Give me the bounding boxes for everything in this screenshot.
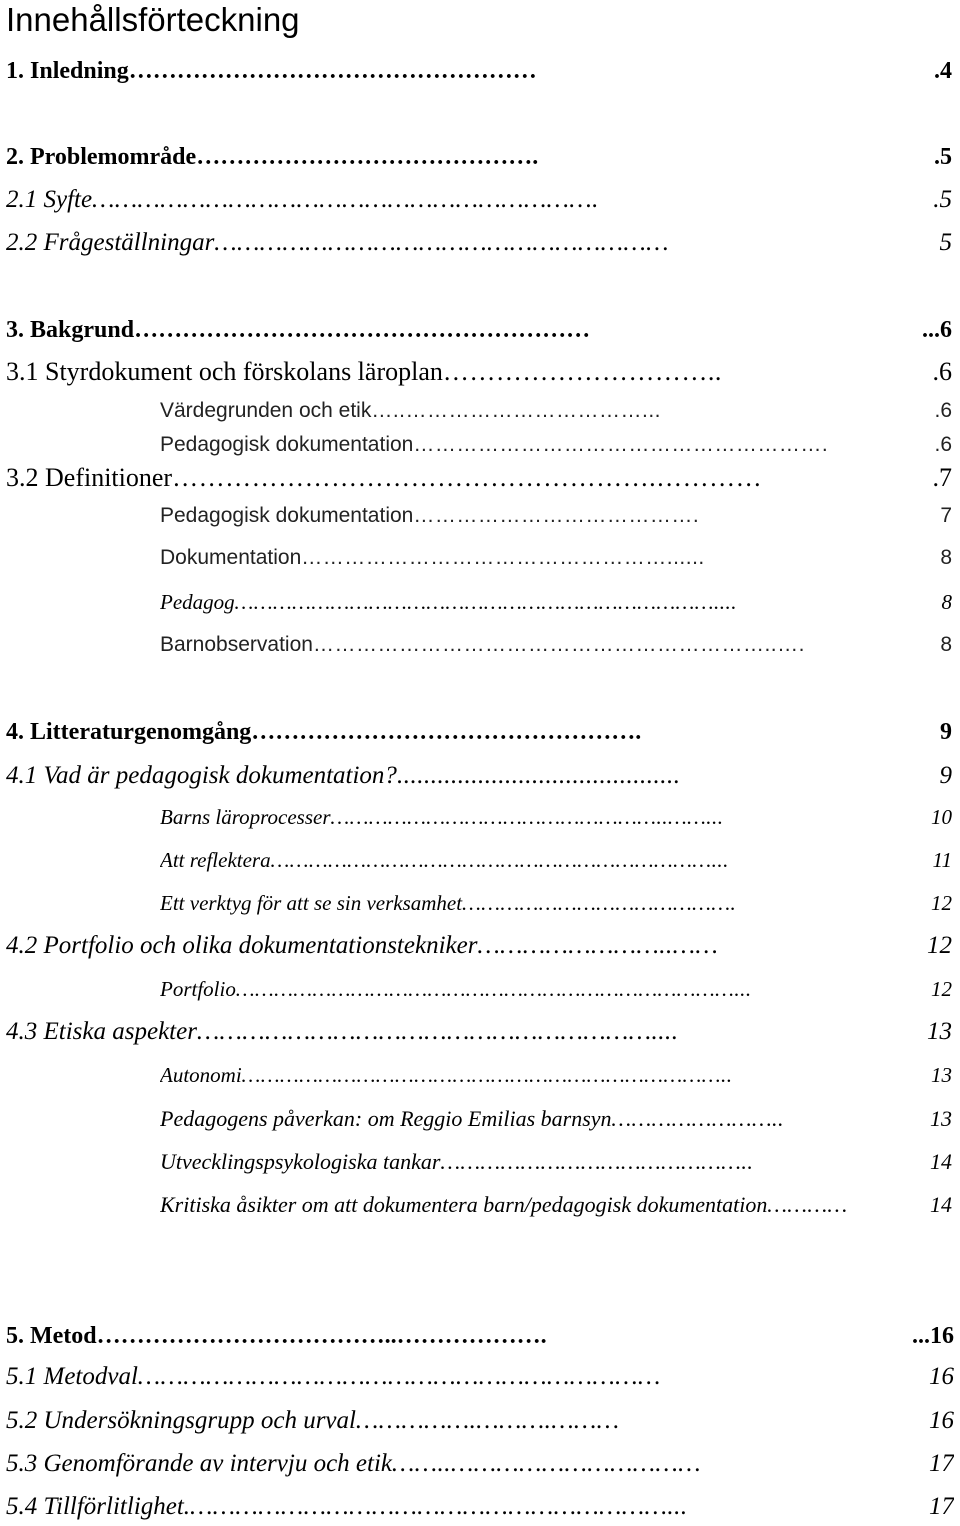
toc-entry[interactable] (6, 1445, 954, 1483)
toc-entry-page: 11 (933, 843, 952, 877)
toc-entry-page: 8 (940, 541, 952, 575)
toc-entry-leader: .......................................... (396, 762, 681, 789)
toc-entry[interactable] (6, 459, 952, 497)
toc-entry-leader: …………………………………………… (128, 58, 537, 84)
toc-entry-page: 13 (927, 1013, 952, 1051)
toc-entry-leader: ………………………………………………………………….. (241, 1063, 733, 1087)
toc-entry[interactable] (6, 1317, 954, 1355)
toc-entry-page: 12 (927, 927, 952, 965)
toc-entry-page: .4 (934, 52, 952, 90)
toc-entry-title: Autonomi (160, 1063, 242, 1087)
toc-entry-leader: …………………………………………………………. (92, 186, 599, 213)
toc-entry[interactable] (160, 428, 952, 462)
toc-entry-leader: …………………………………………………. (413, 433, 829, 456)
toc-entry-title: Pedagogisk dokumentation (160, 504, 414, 527)
toc-entry-leader: …………………………………………………………… (137, 1363, 661, 1390)
toc-entry-page: .6 (934, 394, 952, 428)
toc-entry[interactable] (6, 713, 952, 751)
toc-entry-leader: …………………………………………. (251, 719, 642, 745)
toc-entry-leader: ……..…………………………… (392, 1450, 701, 1477)
toc-entry[interactable] (160, 886, 952, 920)
toc-entry-title: Pedagogens påverkan: om Reggio Emilias barnsyn (160, 1106, 612, 1131)
toc-entry-page: 8 (942, 585, 953, 619)
toc-entry-page: .6 (933, 353, 953, 391)
toc-entry-page: 9 (940, 713, 952, 751)
toc-entry-page: ...16 (912, 1317, 954, 1355)
toc-entry-title: Pedagog (160, 590, 235, 614)
toc-entry-page: .6 (934, 428, 952, 462)
toc-entry-title: Att reflektera (160, 848, 271, 872)
toc-entry-page: 12 (931, 886, 952, 920)
toc-entry-page: 7 (940, 499, 952, 533)
toc-entry-title: 5.3 Genomförande av intervju och etik (6, 1450, 393, 1477)
toc-entry[interactable] (160, 972, 952, 1006)
toc-entry-title: 2.2 Frågeställningar (6, 229, 215, 256)
toc-entry[interactable] (6, 224, 952, 262)
toc-entry[interactable] (160, 585, 952, 619)
toc-entry-leader: …………………………………. (413, 504, 700, 527)
toc-entry-title: 5.2 Undersökningsgrupp och urval (6, 1407, 356, 1434)
toc-entry[interactable] (6, 181, 952, 219)
toc-entry-page: 10 (931, 800, 952, 834)
toc-entry-page: 12 (931, 972, 952, 1006)
toc-entry-title: Ett verktyg för att se sin verksamhet (160, 891, 463, 915)
toc-entry-leader: ……………………………………………………………... (270, 848, 729, 872)
toc-entry-leader: ……………………………………….. (440, 1149, 754, 1174)
toc-entry-title: 1. Inledning (6, 58, 129, 84)
toc-entry-page: .7 (933, 459, 953, 497)
toc-entry-leader: ……………………………………………..……... (330, 805, 724, 829)
toc-entry-page: 13 (931, 1058, 952, 1092)
toc-entry-title: Kritiska åsikter om att dokumentera barn/pedagogisk dokumentation (160, 1192, 768, 1217)
toc-entry-page: 14 (930, 1187, 952, 1223)
toc-entry[interactable] (160, 1187, 952, 1223)
toc-entry-page: .5 (934, 138, 952, 176)
toc-entry-title: 4.1 Vad är pedagogisk dokumentation? (6, 762, 397, 789)
toc-entry[interactable] (6, 52, 952, 90)
toc-entry[interactable] (160, 1144, 952, 1180)
toc-entry-page: 16 (929, 1402, 954, 1440)
toc-entry[interactable] (6, 757, 952, 795)
toc-entry-page: 9 (940, 757, 953, 795)
toc-entry-leader: …………………………………………………… (214, 229, 669, 256)
toc-entry-leader: ……………………..…… (477, 932, 719, 959)
toc-entry-leader: …………………………………………………….... (196, 1018, 679, 1045)
toc-entry-title: Barns läroprocesser (160, 805, 331, 829)
toc-entry-leader: ………………………….. (442, 357, 722, 386)
toc-entry-page: 14 (930, 1144, 952, 1180)
toc-entry-leader: ………… (767, 1192, 848, 1217)
toc-entry-title: 3. Bakgrund (6, 317, 135, 343)
toc-entry-leader: …………….……….……… (355, 1407, 620, 1434)
toc-entry-page: 17 (929, 1445, 954, 1483)
toc-entry-leader: …………………….. (611, 1106, 785, 1131)
toc-entry[interactable] (6, 1488, 954, 1526)
toc-entry-leader: ………………………………………………… (134, 317, 591, 343)
toc-entry[interactable] (6, 311, 952, 349)
toc-entry-title: 5. Metod (6, 1323, 97, 1349)
toc-entry-title: Pedagogisk dokumentation (160, 433, 414, 456)
toc-entry-leader: ………………………………………………………………….... (234, 590, 737, 614)
toc-entry-title: 2.1 Syfte (6, 186, 93, 213)
toc-entry-title: 2. Problemområde (6, 144, 197, 170)
toc-entry[interactable] (160, 394, 952, 428)
toc-entry[interactable] (6, 1013, 952, 1051)
toc-entry-leader: ……………………………………. (462, 891, 737, 915)
toc-entry-page: 16 (929, 1358, 954, 1396)
toc-entry[interactable] (160, 499, 952, 533)
toc-entry-page: 8 (940, 628, 952, 662)
toc-entry-page: 13 (930, 1101, 952, 1137)
toc-entry[interactable] (6, 138, 952, 176)
toc-entry[interactable] (6, 353, 952, 391)
toc-entry-title: Dokumentation (160, 546, 302, 569)
toc-entry[interactable] (6, 927, 952, 965)
toc-entry-leader: ………………………………………………………... (190, 1493, 688, 1520)
toc-entry-title: 4.3 Etiska aspekter (6, 1018, 197, 1045)
toc-entry-title: Barnobservation (160, 633, 313, 656)
toc-entry-leader: ………………………………………………………..…. (312, 633, 805, 656)
toc-title: Innehållsförteckning (6, 1, 300, 38)
toc-entry-title: 3.2 Definitioner (6, 463, 173, 492)
toc-entry-page: ...6 (922, 311, 952, 349)
toc-entry[interactable] (160, 628, 952, 662)
toc-entry-title: 5.4 Tillförlitlighet. (6, 1493, 191, 1520)
toc-entry-leader: ……………………………………………...... (301, 546, 705, 569)
toc-entry-page: 17 (929, 1488, 954, 1526)
toc-entry-title: Värdegrunden och etik (160, 399, 372, 422)
toc-entry-leader: ……………………………………………………………………... (235, 977, 752, 1001)
toc-entry-title: 3.1 Styrdokument och förskolans läroplan (6, 357, 443, 386)
toc-entry-leader: ……………………………………. (196, 144, 539, 170)
toc-entry-leader: ………………………………..………………. (96, 1323, 547, 1349)
toc-entry[interactable] (160, 541, 952, 575)
toc-entry[interactable] (160, 1101, 952, 1137)
toc-entry[interactable] (160, 800, 952, 834)
toc-entry-page: .5 (933, 181, 952, 219)
toc-entry-title: Portfolio (160, 977, 236, 1001)
toc-entry[interactable] (160, 1058, 952, 1092)
toc-entry[interactable] (6, 1358, 954, 1396)
toc-entry-title: 4. Litteraturgenomgång (6, 719, 252, 745)
toc-entry[interactable] (160, 843, 952, 877)
toc-entry-page: 5 (940, 224, 953, 262)
toc-entry-title: 5.1 Metodval (6, 1363, 138, 1390)
toc-entry-title: Utvecklingspsykologiska tankar (160, 1149, 441, 1174)
toc-entry-leader: …..……………………………... (371, 399, 661, 422)
toc-entry-leader: ……………………………………………….………… (172, 463, 763, 492)
toc-entry[interactable] (6, 1402, 954, 1440)
toc-entry-title: 4.2 Portfolio och olika dokumentationstekniker (6, 932, 478, 959)
